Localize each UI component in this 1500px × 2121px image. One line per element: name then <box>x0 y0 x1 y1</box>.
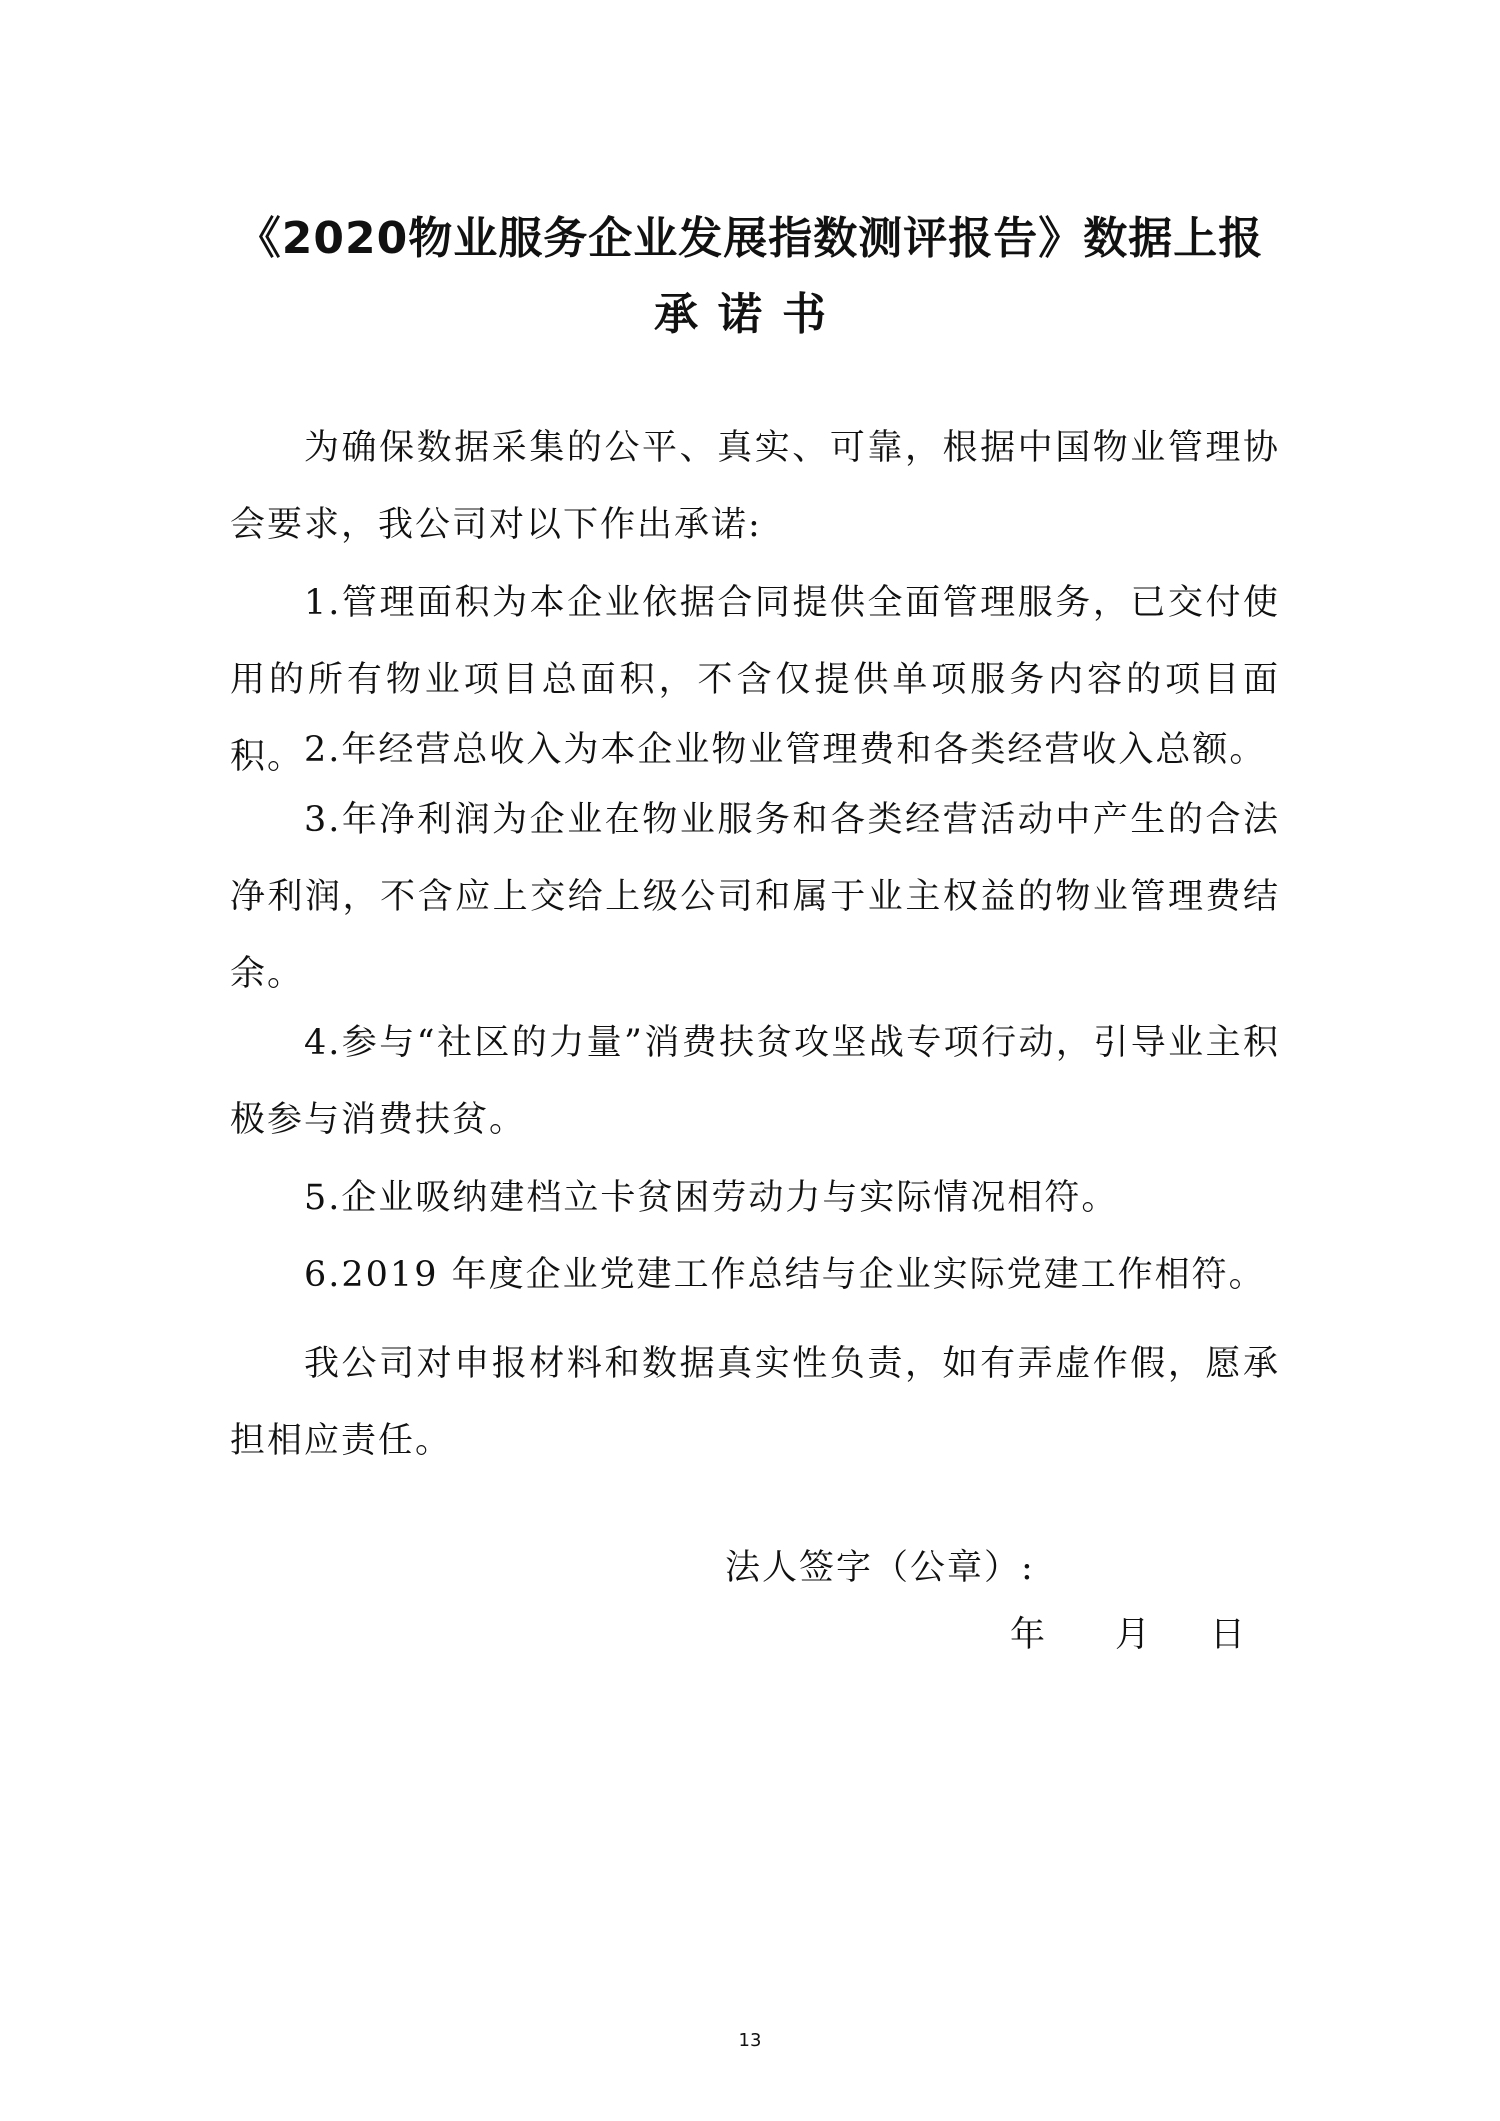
commitment-item-1: 1.管理面积为本企业依据合同提供全面管理服务，已交付使用的所有物业项目总面积，不含仅提供单项服务内容的项目面积。 <box>230 583 1280 777</box>
intro-paragraph: 为确保数据采集的公平、真实、可靠，根据中国物业管理协会要求，我公司对以下作出承诺: <box>230 428 1280 545</box>
date-day-label: 日 <box>1210 1615 1246 1655</box>
date-year-label: 年 <box>1010 1615 1046 1655</box>
page-number: 13 <box>738 2030 762 2051</box>
commitment-item-3: 3.年净利润为企业在物业服务和各类经营活动中产生的合法净利润，不含应上交给上级公司和属于业主权益的物业管理费结余。 <box>230 800 1280 994</box>
date-line <box>1010 1607 1245 1657</box>
commitment-item-2: 2.年经营总收入为本企业物业管理费和各类经营收入总额。 <box>304 730 1267 770</box>
closing-paragraph: 我公司对申报材料和数据真实性负责，如有弄虚作假，愿承担相应责任。 <box>230 1344 1280 1461</box>
document-title: 《2020物业服务企业发展指数测评报告》数据上报 <box>236 213 1264 264</box>
commitment-item-5: 5.企业吸纳建档立卡贫困劳动力与实际情况相符。 <box>304 1178 1119 1218</box>
signature-label: 法人签字（公章）: <box>725 1548 1035 1588</box>
commitment-item-6: 6.2019 年度企业党建工作总结与企业实际党建工作相符。 <box>304 1255 1266 1295</box>
date-month-label: 月 <box>1115 1615 1151 1655</box>
document-subtitle: 承诺书 <box>654 289 846 340</box>
commitment-item-4: 4.参与“社区的力量”消费扶贫攻坚战专项行动，引导业主积极参与消费扶贫。 <box>230 1023 1280 1140</box>
